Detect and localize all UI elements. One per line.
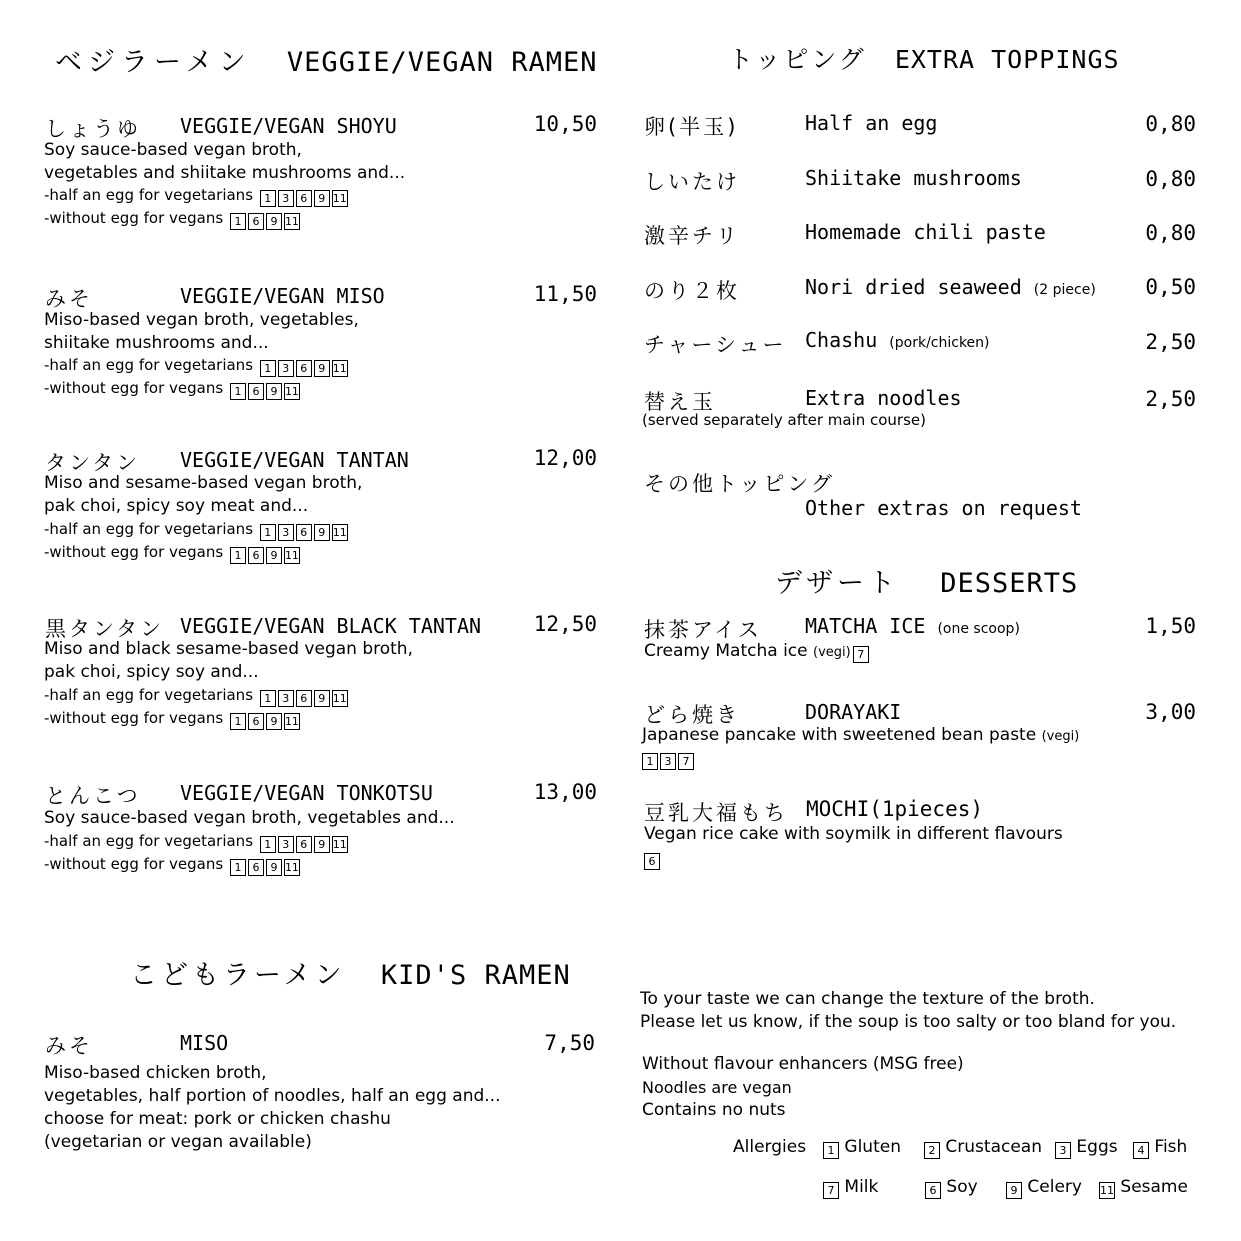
allergen-badge: 9	[266, 383, 282, 400]
topping-en-name: Homemade chili paste	[805, 220, 1046, 244]
allergy-legend-item	[1097, 1177, 1188, 1199]
allergen-badge: 11	[332, 692, 347, 705]
allergy-legend-item	[923, 1177, 978, 1199]
allergen-badge: 1	[260, 524, 276, 541]
option-label: -half an egg for vegetarians	[44, 832, 254, 850]
dessert-jp-name: 豆乳大福もち	[644, 801, 788, 825]
kids-title-jp: こどもラーメン	[130, 960, 346, 991]
desserts-title-en: DESSERTS	[940, 568, 1079, 599]
desc-line: Miso and black sesame-based vegan broth,	[44, 639, 413, 659]
topping-price: 0,50	[1145, 275, 1196, 299]
desc-line: vegetables, half portion of noodles, half an egg and...	[44, 1086, 501, 1106]
item-price: 12,50	[533, 612, 597, 636]
option-label: -without egg for vegans	[44, 543, 224, 561]
option-label: -without egg for vegans	[44, 379, 224, 397]
veggie-title-jp: ベジラーメン	[55, 47, 252, 78]
item-description	[44, 638, 413, 684]
allergy-legend-item	[1053, 1137, 1118, 1159]
allergen-badge: 3	[278, 690, 294, 707]
allergen-badge: 9	[314, 690, 330, 707]
item-jp-name: しょうゆ	[45, 117, 141, 141]
allergen-badge: 7	[853, 646, 869, 663]
veggie-section-title	[55, 40, 598, 79]
allergen-badge: 3	[660, 753, 676, 770]
topping-note: (2 piece)	[1033, 282, 1096, 298]
desc-line: choose for meat: pork or chicken chashu	[44, 1109, 391, 1129]
allergen-badge: 9	[314, 524, 330, 541]
allergen-badge: 6	[248, 859, 264, 876]
broth-info	[640, 988, 1176, 1034]
allergen-badge: 1	[642, 753, 658, 770]
option-label: -half an egg for vegetarians	[44, 686, 254, 704]
option-label: -without egg for vegans	[44, 209, 224, 227]
allergen-badge: 6	[296, 190, 312, 207]
allergen-badge: 6	[296, 690, 312, 707]
item-description	[44, 1062, 501, 1154]
allergen-badge: 9	[314, 836, 330, 853]
allergen-badge: 1	[230, 213, 246, 230]
allergen-name: Eggs	[1076, 1137, 1118, 1157]
allergen-badge: 11	[1100, 1184, 1114, 1197]
item-en-name: VEGGIE/VEGAN BLACK TANTAN	[180, 614, 482, 638]
dessert-en-name	[805, 614, 1020, 638]
item-price: 10,50	[533, 112, 597, 136]
allergen-name: Crustacean	[945, 1137, 1042, 1157]
item-description	[44, 807, 455, 830]
allergen-name: Gluten	[844, 1137, 901, 1157]
topping-jp-name: 卵(半玉)	[644, 115, 739, 139]
other-extras-jp: その他トッピング	[644, 472, 835, 496]
desc-line: Soy sauce-based vegan broth, vegetables and...	[44, 808, 455, 828]
item-jp-name: みそ	[45, 1034, 93, 1058]
topping-price: 0,80	[1145, 112, 1196, 136]
allergen-badge: 11	[284, 215, 299, 228]
allergen-badge: 6	[296, 836, 312, 853]
allergen-badge: 1	[230, 383, 246, 400]
desserts-section-title	[775, 561, 1078, 600]
allergen-name: Fish	[1154, 1137, 1188, 1157]
allergen-badge: 6	[248, 713, 264, 730]
item-description	[44, 139, 405, 185]
vegan-option	[44, 855, 300, 876]
desserts-title-jp: デザート	[775, 568, 899, 599]
item-price: 12,00	[533, 446, 597, 470]
allergen-badge: 11	[332, 838, 347, 851]
item-en-name: VEGGIE/VEGAN MISO	[180, 284, 385, 308]
dessert-jp-name: どら焼き	[644, 703, 740, 727]
dessert-en-name: MOCHI(1pieces)	[806, 797, 984, 821]
allergen-badge: 3	[278, 190, 294, 207]
dessert-description	[644, 640, 869, 664]
item-jp-name: 黒タンタン	[45, 617, 165, 641]
allergen-badge: 6	[296, 360, 312, 377]
kids-section-title	[130, 953, 571, 992]
allergen-badge: 11	[284, 385, 299, 398]
dessert-allergens	[640, 748, 694, 770]
dessert-en-label: MATCHA ICE	[805, 614, 926, 638]
topping-jp-name: 激辛チリ	[644, 224, 740, 248]
desc-line: Soy sauce-based vegan broth,	[44, 140, 302, 160]
no-nuts-info: Contains no nuts	[642, 1100, 786, 1120]
allergen-badge: 9	[266, 713, 282, 730]
allergen-badge: 6	[925, 1182, 941, 1199]
dessert-jp-name: 抹茶アイス	[644, 618, 762, 642]
option-label: -half an egg for vegetarians	[44, 520, 254, 538]
allergen-badge: 7	[823, 1182, 839, 1199]
desc-line: Miso-based vegan broth, vegetables,	[44, 310, 359, 330]
allergen-badge: 1	[260, 690, 276, 707]
allergen-badge: 1	[823, 1142, 839, 1159]
dessert-allergens	[642, 848, 660, 870]
other-extras-en: Other extras on request	[805, 496, 1082, 520]
allergen-badge: 1	[260, 360, 276, 377]
dessert-description	[642, 724, 1079, 748]
topping-price: 0,80	[1145, 167, 1196, 191]
dessert-price: 1,50	[1145, 614, 1196, 638]
dessert-en-name: DORAYAKI	[805, 700, 902, 724]
desc-text: Japanese pancake with sweetened bean paste	[642, 725, 1037, 745]
topping-price: 2,50	[1145, 387, 1196, 411]
topping-en-name	[805, 275, 1096, 299]
topping-en-name: Extra noodles	[805, 386, 962, 410]
item-price: 7,50	[544, 1031, 595, 1055]
allergen-badge: 1	[230, 547, 246, 564]
msg-info: Without flavour enhancers (MSG free)	[642, 1054, 964, 1074]
vegetarian-option	[44, 356, 348, 377]
option-label: -without egg for vegans	[44, 709, 224, 727]
topping-en-label: Chashu	[805, 328, 878, 352]
toppings-section-title	[728, 40, 1120, 76]
dessert-description: Vegan rice cake with soymilk in different flavours	[644, 824, 1063, 844]
allergen-badge: 6	[248, 383, 264, 400]
allergies-label: Allergies	[733, 1137, 807, 1157]
topping-en-label: Nori dried seaweed	[805, 275, 1022, 299]
allergen-badge: 2	[924, 1142, 940, 1159]
option-label: -half an egg for vegetarians	[44, 356, 254, 374]
topping-en-name: Half an egg	[805, 111, 938, 135]
vegan-option	[44, 543, 300, 564]
topping-jp-name: チャーシュー	[644, 333, 787, 357]
allergen-badge: 9	[314, 190, 330, 207]
allergen-badge: 11	[284, 715, 299, 728]
allergen-badge: 11	[332, 192, 347, 205]
item-jp-name: みそ	[45, 287, 93, 311]
topping-note: (pork/chicken)	[889, 335, 990, 351]
allergen-badge: 7	[678, 753, 694, 770]
item-en-name: VEGGIE/VEGAN SHOYU	[180, 114, 397, 138]
item-description	[44, 472, 362, 518]
allergen-badge: 6	[248, 547, 264, 564]
allergen-badge: 6	[644, 853, 660, 870]
vegetarian-option	[44, 686, 348, 707]
topping-jp-name: しいたけ	[644, 170, 740, 194]
vegan-option	[44, 379, 300, 400]
allergen-badge: 9	[266, 547, 282, 564]
vegan-option	[44, 709, 300, 730]
allergen-badge: 3	[1055, 1142, 1071, 1159]
desc-line: Miso and sesame-based vegan broth,	[44, 473, 363, 493]
broth-info-line: Please let us know, if the soup is too salty or too bland for you.	[640, 1012, 1177, 1032]
dessert-price: 3,00	[1145, 700, 1196, 724]
desc-note: (vegi)	[1041, 729, 1080, 744]
allergen-name: Celery	[1027, 1177, 1082, 1197]
veggie-title-en: VEGGIE/VEGAN RAMEN	[286, 47, 598, 78]
toppings-title-jp: トッピング	[728, 45, 867, 74]
extra-noodles-note: (served separately after main course)	[642, 411, 926, 429]
topping-en-name: Shiitake mushrooms	[805, 166, 1022, 190]
allergen-name: Milk	[844, 1177, 879, 1197]
item-jp-name: とんこつ	[45, 784, 141, 808]
topping-jp-name: のり２枚	[644, 279, 740, 303]
item-jp-name: タンタン	[45, 451, 141, 475]
item-en-name: MISO	[180, 1031, 229, 1055]
allergen-badge: 3	[278, 836, 294, 853]
allergen-badge: 3	[278, 524, 294, 541]
item-description	[44, 309, 359, 355]
topping-price: 2,50	[1145, 330, 1196, 354]
topping-jp-name: 替え玉	[644, 390, 716, 414]
allergen-badge: 6	[248, 213, 264, 230]
vegan-option	[44, 209, 300, 230]
allergen-badge: 1	[230, 713, 246, 730]
allergen-badge: 3	[278, 360, 294, 377]
vegetarian-option	[44, 186, 348, 207]
allergen-badge: 11	[284, 549, 299, 562]
allergy-legend-item	[922, 1137, 1042, 1159]
allergen-badge: 1	[260, 836, 276, 853]
desc-line: Miso-based chicken broth,	[44, 1063, 267, 1083]
item-en-name: VEGGIE/VEGAN TONKOTSU	[180, 781, 433, 805]
toppings-title-en: EXTRA TOPPINGS	[894, 45, 1120, 74]
desc-note: (vegi)	[813, 645, 851, 660]
allergen-badge: 9	[266, 859, 282, 876]
allergen-badge: 6	[296, 524, 312, 541]
vegan-noodles-info: Noodles are vegan	[642, 1078, 792, 1097]
allergy-legend-item	[821, 1177, 878, 1199]
allergen-badge: 11	[332, 526, 347, 539]
item-en-name: VEGGIE/VEGAN TANTAN	[180, 448, 409, 472]
topping-en-name	[805, 328, 990, 352]
allergen-badge: 1	[230, 859, 246, 876]
allergy-legend-item	[821, 1137, 901, 1159]
option-label: -without egg for vegans	[44, 855, 224, 873]
allergen-name: Soy	[946, 1177, 978, 1197]
allergy-legend-item	[1131, 1137, 1187, 1159]
allergen-badge: 1	[260, 190, 276, 207]
desc-text: Creamy Matcha ice	[644, 641, 808, 661]
desc-line: vegetables and shiitake mushrooms and...	[44, 163, 406, 183]
allergen-badge: 9	[266, 213, 282, 230]
vegetarian-option	[44, 832, 348, 853]
desc-line: (vegetarian or vegan available)	[44, 1132, 312, 1152]
item-price: 13,00	[533, 780, 597, 804]
desc-line: pak choi, spicy soy and...	[44, 662, 259, 682]
allergen-badge: 9	[1006, 1182, 1022, 1199]
dessert-note: (one scoop)	[937, 621, 1020, 637]
vegetarian-option	[44, 520, 348, 541]
desc-line: shiitake mushrooms and...	[44, 333, 269, 353]
topping-price: 0,80	[1145, 221, 1196, 245]
allergen-badge: 11	[332, 362, 347, 375]
desc-line: pak choi, spicy soy meat and...	[44, 496, 309, 516]
item-price: 11,50	[533, 282, 597, 306]
option-label: -half an egg for vegetarians	[44, 186, 254, 204]
allergen-badge: 11	[284, 861, 299, 874]
allergen-name: Sesame	[1120, 1177, 1188, 1197]
allergy-legend-item	[1004, 1177, 1082, 1199]
allergen-badge: 9	[314, 360, 330, 377]
broth-info-line: To your taste we can change the texture of the broth.	[640, 989, 1095, 1009]
allergen-badge: 4	[1133, 1142, 1149, 1159]
kids-title-en: KID'S RAMEN	[380, 960, 571, 991]
